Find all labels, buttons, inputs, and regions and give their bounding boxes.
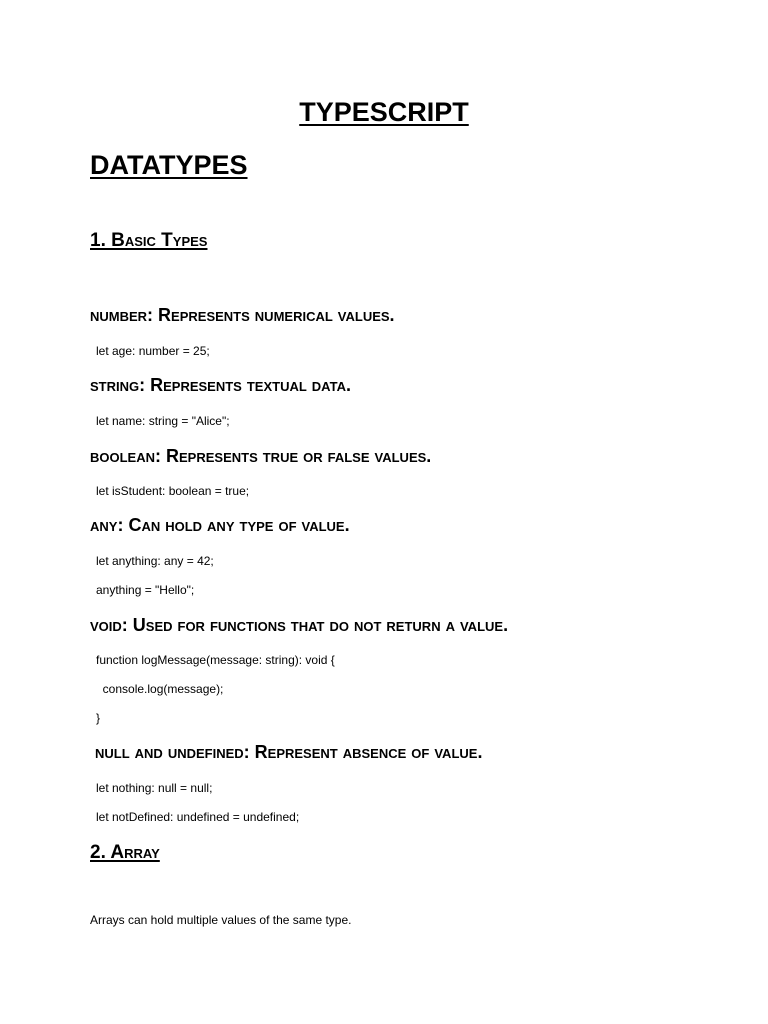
- type-heading-number: number: Represents numerical values.: [90, 305, 395, 325]
- code-line: let age: number = 25;: [96, 344, 210, 358]
- code-line: let name: string = "Alice";: [96, 414, 230, 428]
- code-line: let notDefined: undefined = undefined;: [96, 810, 300, 824]
- section-heading-datatypes: DATATYPES: [90, 150, 248, 180]
- type-heading-boolean: boolean: Represents true or false values.: [90, 446, 432, 466]
- document-title: TYPESCRIPT: [299, 97, 469, 127]
- type-heading-any: any: Can hold any type of value.: [90, 515, 350, 535]
- code-line: function logMessage(message: string): void {: [96, 653, 335, 667]
- code-line: console.log(message);: [96, 682, 224, 696]
- array-description: Arrays can hold multiple values of the same type.: [90, 913, 352, 927]
- code-line: let anything: any = 42;: [96, 554, 214, 568]
- type-heading-null-undefined: null and undefined: Represent absence of value.: [90, 742, 483, 762]
- type-heading-void: void: Used for functions that do not return a value.: [90, 615, 509, 635]
- subsection-array: 2. Array: [90, 842, 160, 863]
- subsection-basic-types: 1. Basic Types: [90, 230, 208, 251]
- code-line: let isStudent: boolean = true;: [96, 484, 250, 498]
- code-line: let nothing: null = null;: [96, 781, 213, 795]
- code-line: anything = "Hello";: [96, 583, 195, 597]
- type-heading-string: string: Represents textual data.: [90, 375, 351, 395]
- code-line: }: [96, 711, 101, 725]
